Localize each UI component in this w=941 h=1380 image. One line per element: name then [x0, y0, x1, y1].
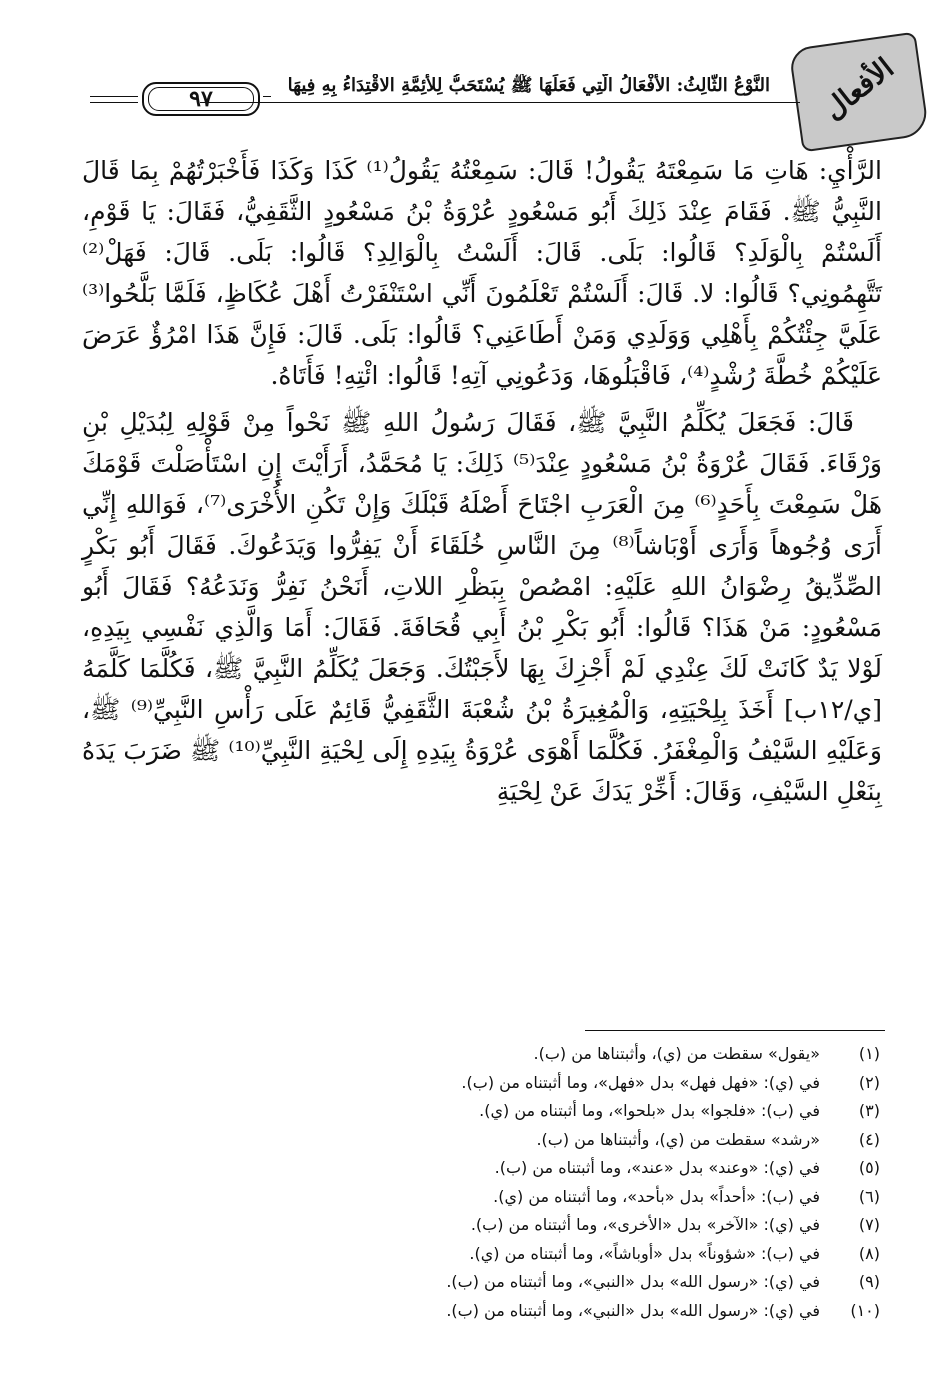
- footnote-separator: [585, 1030, 885, 1031]
- footnote-text: «يقول» سقطت من (ي)، وأثبتناها من (ب).: [533, 1044, 820, 1063]
- paragraph-2: قَالَ: فَجَعَلَ يُكَلِّمُ النَّبِيَّ ﷺ، فَقَالَ رَسُولُ اللهِ ﷺ نَحْواً مِنْ قَوْلِهِ لِبُدَيْلِ بْنِ وَرْقَاءَ. فَقَالَ عُرْوَةُ بْنُ مَسْعُودٍ عِنْدَ⁽⁵⁾ ذَلِكَ: يَا مُحَمَّدُ، أَرَأَيْتَ إِنِ اسْتَأْصَلْتَ قَوْمَكَ هَلْ سَمِعْتَ بِأَحَدٍ⁽⁶⁾ مِنَ الْعَرَبِ اجْتَاحَ أَصْلَهُ قَبْلَكَ وَإِنْ تَكُنِ الأُخْرَى⁽⁷⁾، فَوَاللهِ إِنِّي أَرَى وُجُوهاً وَأَرَى أَوْبَاشاً⁽⁸⁾ مِنَ النَّاسِ خُلَقَاءَ أَنْ يَفِرُّوا وَيَدَعُوكَ. فَقَالَ أَبُو بَكْرٍ الصِّدِّيقُ رِضْوَانُ اللهِ عَلَيْهِ: امْصُصْ بِبَظْرِ اللاتِ، أَنَحْنُ نَفِرُّ وَنَدَعُهُ؟ فَقَالَ أَبُو مَسْعُودٍ: مَنْ هَذَا؟ قَالُوا: أَبُو بَكْرِ بْنُ أَبِي قُحَافَةَ. فَقَالَ: أَمَا وَالَّذِي نَفْسِي بِيَدِهِ، لَوْلا يَدٌ كَانَتْ لَكَ عِنْدِي لَمْ أَجْزِكَ بِهَا لأَجَبْتُكَ. وَجَعَلَ يُكَلِّمُ النَّبِيَّ ﷺ، فَكُلَّمَا كَلَّمَهُ [ي/١٢ب] أَخَذَ بِلِحْيَتِهِ، وَالْمُغِيرَةُ بْنُ شُعْبَةَ الثَّقَفِيُّ قَائِمٌ عَلَى رَأْسِ النَّبِيِّ⁽⁹⁾ ﷺ، وَعَلَيْهِ السَّيْفُ وَالْمِغْفَرُ. فَكُلَّمَا أَهْوَى عُرْوَةُ بِيَدِهِ إِلَى لِحْيَةِ النَّبِيِّ⁽¹⁰⁾ ﷺ ضَرَبَ يَدَهُ بِنَعْلِ السَّيْفِ، وَقَالَ: أَخِّرْ يَدَكَ عَنْ لِحْيَةِ: [82, 408, 882, 806]
- main-text: [82, 150, 882, 812]
- footnote-number: (١٠): [850, 1300, 880, 1320]
- footnote-text: في (ب): «شؤوناً» بدل «أوباشاً»، وما أثبتناه من (ي).: [469, 1243, 820, 1263]
- footnote-number: (٧): [858, 1215, 880, 1234]
- header-rule: [200, 102, 800, 103]
- footnote-number: (٢): [858, 1072, 880, 1092]
- running-title: النَّوْعُ الثَّالِثُ: الأَفْعَالُ الَّتِي فَعَلَهَا ﷺ يُسْتَحَبُّ لِلأَئِمَّةِ الاقْتِدَاءُ بِهِ فِيهَا: [287, 75, 770, 96]
- header-rule-mid-upper: [263, 96, 271, 97]
- footnote-text: في (ي): «وعند» بدل «عند»، وما أثبتناه من (ب).: [494, 1158, 820, 1177]
- header-rule-left-upper: [90, 96, 138, 97]
- footnotes: [100, 1040, 880, 1325]
- footnote-number: (١): [858, 1044, 880, 1063]
- footnote-item: [100, 1183, 880, 1212]
- footnote-item: [100, 1240, 880, 1269]
- footnote-text: في (ب): «أحداً» بدل «بأحد»، وما أثبتناه من (ي).: [493, 1186, 820, 1206]
- footnote-text: في (ي): «رسول الله» بدل «النبي»، وما أثبتناه من (ب).: [446, 1300, 820, 1320]
- footnote-text: في (ي): «فهل فهل» بدل «فهل»، وما أثبتناه من (ب).: [461, 1072, 820, 1092]
- footnote-number: (٥): [858, 1158, 880, 1177]
- footnote-text: في (ي): «الآخر» بدل «الأخرى»، وما أثبتناه من (ب).: [470, 1215, 820, 1234]
- header-rule-left-lower: [90, 102, 138, 103]
- footnote-item: [100, 1154, 880, 1183]
- paragraph-1: الرَّأْيِ: هَاتِ مَا سَمِعْتَهُ يَقُولُ! قَالَ: سَمِعْتُهُ يَقُولُ⁽¹⁾ كَذَا وَكَذَا فَأَخْبَرْتُهُمْ بِمَا قَالَ النَّبِيُّ ﷺ. فَقَامَ عِنْدَ ذَلِكَ أَبُو مَسْعُودٍ عُرْوَةُ بْنُ مَسْعُودٍ الثَّقَفِيُّ، فَقَالَ: يَا قَوْمِ، أَلَسْتُمْ بِالْوَلَدِ؟ قَالُوا: بَلَى. قَالَ: أَلَسْتُ بِالْوَالِدِ؟ قَالُوا: بَلَى. قَالَ: فَهَلْ⁽²⁾ تَتَّهِمُونِي؟ قَالُوا: لا. قَالَ: أَلَسْتُمْ تَعْلَمُونَ أَنِّي اسْتَنْفَرْتُ أَهْلَ عُكَاظٍ، فَلَمَّا بَلَّحُوا⁽³⁾ عَلَيَّ جِئْتُكُمْ بِأَهْلِي وَوَلَدِي وَمَنْ أَطَاعَنِي؟ قَالُوا: بَلَى. قَالَ: فَإِنَّ هَذَا امْرُؤٌ عَرَضَ عَلَيْكُمْ خُطَّةَ رُشْدٍ⁽⁴⁾، فَاقْبَلُوهَا، وَدَعُونِي آتِهِ! قَالُوا: ائْتِهِ! فَأَتَاهُ.: [82, 156, 882, 390]
- footnote-number: (٩): [858, 1272, 880, 1291]
- footnote-number: (٦): [858, 1186, 880, 1206]
- footnote-number: (٣): [858, 1101, 880, 1120]
- footnote-item: [100, 1297, 880, 1326]
- footnote-item: [100, 1097, 880, 1126]
- page-header: [60, 40, 910, 150]
- page-number: ٩٧: [142, 82, 260, 116]
- footnote-text: في (ي): «رسول الله» بدل «النبي»، وما أثبتناه من (ب).: [446, 1272, 820, 1291]
- footnote-text: في (ب): «فلجوا» بدل «بلحوا»، وما أثبتناه من (ي).: [479, 1101, 820, 1120]
- footnote-item: [100, 1069, 880, 1098]
- footnote-item: [100, 1268, 880, 1297]
- footnote-item: [100, 1126, 880, 1155]
- footnote-item: [100, 1211, 880, 1240]
- footnote-number: (٨): [858, 1243, 880, 1263]
- chapter-badge: [788, 32, 929, 153]
- header-rule-mid-lower: [263, 102, 271, 103]
- footnote-text: «رشد» سقطت من (ي)، وأثبتناها من (ب).: [536, 1129, 820, 1149]
- chapter-badge-label: الأفعال: [817, 51, 900, 127]
- footnote-item: [100, 1040, 880, 1069]
- footnote-number: (٤): [858, 1129, 880, 1149]
